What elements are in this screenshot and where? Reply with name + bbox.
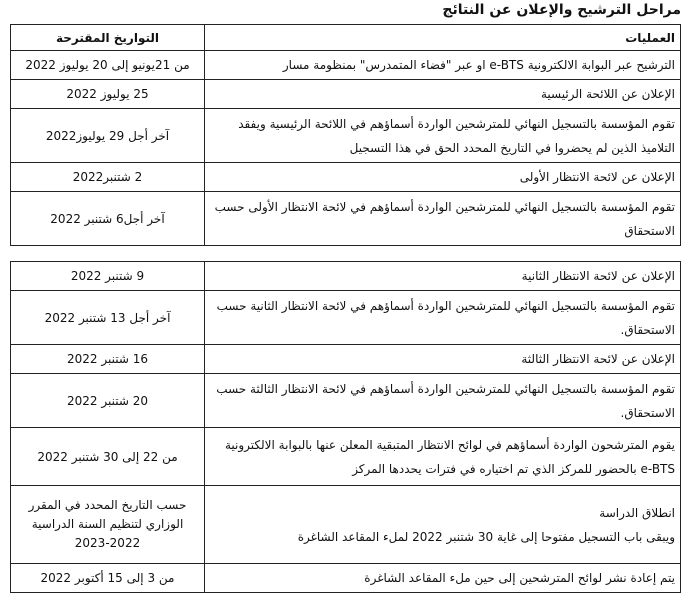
table-row bbox=[11, 291, 681, 345]
table-row bbox=[11, 262, 681, 291]
operation-cell: تقوم المؤسسة بالتسجيل النهائي للمترشحين الواردة أسماؤهم في لائحة الانتظار الأولى حسب الاستحقاق bbox=[205, 192, 681, 246]
table-row bbox=[11, 374, 681, 428]
operation-cell: يتم إعادة نشر لوائح المترشحين إلى حين ملء المقاعد الشاغرة bbox=[205, 564, 681, 593]
table-row bbox=[11, 163, 681, 192]
date-cell: آخر أجل 29 يوليوز2022 bbox=[11, 109, 205, 163]
date-cell: آخر أجل 13 شتنبر 2022 bbox=[11, 291, 205, 345]
operation-cell: الإعلان عن اللائحة الرئيسية bbox=[205, 80, 681, 109]
page-title: مراحل الترشيح والإعلان عن النتائج bbox=[442, 2, 681, 18]
operation-cell bbox=[205, 486, 681, 564]
operation-cell: يقوم المترشحون الواردة أسماؤهم في لوائح الانتظار المتبقية المعلن عنها بالبوابة الالكترونية e-BTS بالحضور للمركز الذي تم اختياره في فترات يحددها المركز bbox=[205, 428, 681, 486]
date-cell: 9 شتنبر 2022 bbox=[11, 262, 205, 291]
table-row bbox=[11, 486, 681, 564]
date-cell: حسب التاريخ المحدد في المقرر الوزاري لتنظيم السنة الدراسية 2022-2023 bbox=[11, 486, 205, 564]
table-header-row bbox=[11, 25, 681, 51]
table-row bbox=[11, 564, 681, 593]
operation-cell: الإعلان عن لائحة الانتظار الأولى bbox=[205, 163, 681, 192]
date-cell: 2 شتنبر2022 bbox=[11, 163, 205, 192]
table-row bbox=[11, 345, 681, 374]
operation-cell: تقوم المؤسسة بالتسجيل النهائي للمترشحين الواردة أسماؤهم في لائحة الانتظار الثالثة حسب الاستحقاق. bbox=[205, 374, 681, 428]
table-row bbox=[11, 428, 681, 486]
header-operations: العمليات bbox=[205, 25, 681, 51]
operation-cell: الترشيح عبر البوابة الالكترونية e-BTS او عبر "فضاء المتمدرس" بمنظومة مسار bbox=[205, 51, 681, 80]
table-row bbox=[11, 80, 681, 109]
table-row bbox=[11, 109, 681, 163]
date-cell: آخر أجل6 شتنبر 2022 bbox=[11, 192, 205, 246]
operation-cell: تقوم المؤسسة بالتسجيل النهائي للمترشحين الواردة أسماؤهم في اللائحة الرئيسية ويفقد التلاميذ الذين لم يحضروا في التاريخ المحدد الحق في هذا التسجيل bbox=[205, 109, 681, 163]
date-cell: من 21يونيو إلى 20 يوليوز 2022 bbox=[11, 51, 205, 80]
date-cell: من 3 إلى 15 أكتوبر 2022 bbox=[11, 564, 205, 593]
operation-line: انطلاق الدراسة bbox=[599, 505, 675, 520]
date-cell: من 22 إلى 30 شتنبر 2022 bbox=[11, 428, 205, 486]
schedule-table-1 bbox=[10, 24, 681, 246]
operation-cell: تقوم المؤسسة بالتسجيل النهائي للمترشحين الواردة أسماؤهم في لائحة الانتظار الثانية حسب الاستحقاق. bbox=[205, 291, 681, 345]
header-dates: التواريخ المقترحة bbox=[11, 25, 205, 51]
table-row bbox=[11, 192, 681, 246]
operation-line: ويبقى باب التسجيل مفتوحا إلى غاية 30 شتنبر 2022 لملء المقاعد الشاغرة bbox=[297, 529, 675, 544]
date-cell: 20 شتنبر 2022 bbox=[11, 374, 205, 428]
operation-cell: الإعلان عن لائحة الانتظار الثانية bbox=[205, 262, 681, 291]
table-row bbox=[11, 51, 681, 80]
date-cell: 16 شتنبر 2022 bbox=[11, 345, 205, 374]
schedule-table-2 bbox=[10, 261, 681, 593]
operation-cell: الإعلان عن لائحة الانتظار الثالثة bbox=[205, 345, 681, 374]
date-cell: 25 يوليوز 2022 bbox=[11, 80, 205, 109]
